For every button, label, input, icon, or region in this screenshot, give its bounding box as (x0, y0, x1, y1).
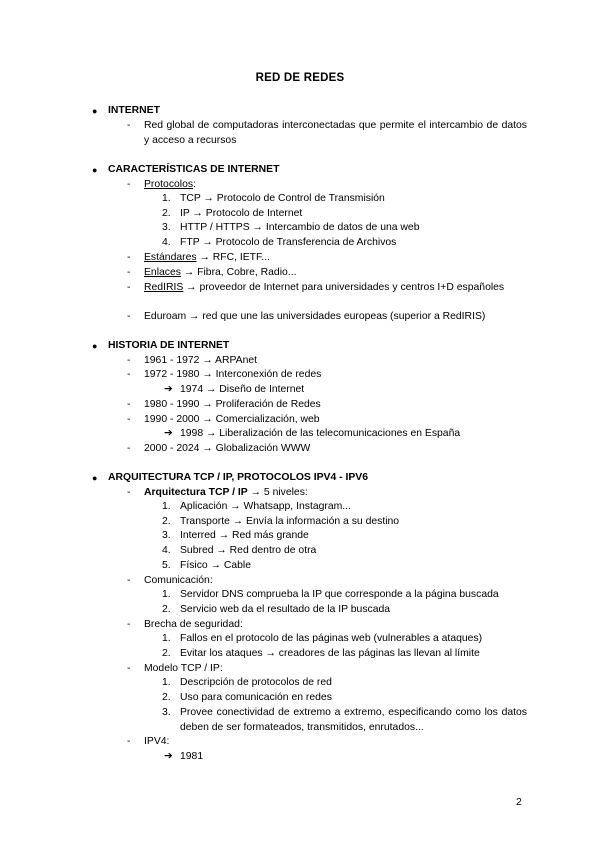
comunicacion-item: Servidor DNS comprueba la IP que corresponde a la página buscada (180, 589, 499, 600)
dash-marker: - (127, 355, 131, 366)
historia-item: 1972 - 1980 → Interconexión de redes (144, 369, 322, 380)
dash-marker: - (127, 619, 131, 630)
list-number: 2. (162, 604, 171, 615)
list-number: 3. (162, 530, 171, 541)
enlaces-text: → Fibra, Cobre, Radio... (180, 267, 297, 278)
historia-item: 1961 - 1972 → ARPAnet (144, 355, 258, 366)
page-number: 2 (516, 797, 522, 808)
comunicacion-label: Comunicación: (144, 575, 213, 586)
nivel-item: Físico → Cable (180, 560, 252, 571)
arrow-right-icon: ➔ (164, 384, 173, 395)
list-number: 1. (162, 677, 171, 688)
historia-item: 1990 - 2000 → Comercialización, web (144, 414, 320, 425)
ipv4-label: IPV4: (144, 736, 170, 747)
arquitectura-text: → 5 niveles: (247, 487, 308, 498)
list-number: 2. (162, 516, 171, 527)
list-number: 4. (162, 545, 171, 556)
dash-marker: - (127, 369, 131, 380)
estandares-item (144, 251, 270, 265)
list-number: 1. (162, 501, 171, 512)
nivel-item: Transporte → Envía la información a su destino (180, 516, 400, 527)
list-number: 1. (162, 193, 171, 204)
list-number: 4. (162, 237, 171, 248)
bullet-icon: ● (92, 106, 98, 116)
historia-item: 2000 - 2024 → Globalización WWW (144, 443, 311, 454)
enlaces-item (144, 266, 296, 280)
dash-marker: - (127, 311, 131, 322)
brecha-item: Evitar los ataques → creadores de las páginas las llevan al límite (180, 648, 480, 659)
modelo-item: Uso para comunicación en redes (180, 692, 332, 703)
section-heading-arquitectura: ARQUITECTURA TCP / IP, PROTOCOLOS IPV4 - IPV6 (108, 472, 369, 483)
list-number: 2. (162, 692, 171, 703)
dash-marker: - (127, 663, 131, 674)
dash-marker: - (127, 487, 131, 498)
dash-marker: - (127, 120, 131, 131)
nivel-item: Interred → Red más grande (180, 530, 309, 541)
list-number: 2. (162, 648, 171, 659)
list-number: 5. (162, 560, 171, 571)
arquitectura-item (144, 486, 308, 500)
dash-marker: - (127, 252, 131, 263)
modelo-label: Modelo TCP / IP: (144, 663, 223, 674)
enlaces-label: Enlaces (144, 267, 181, 278)
section-heading-internet: INTERNET (108, 105, 160, 116)
brecha-item: Fallos en el protocolo de las páginas web (vulnerables a ataques) (180, 633, 483, 644)
protocolo-item: IP → Protocolo de Internet (180, 208, 303, 219)
internet-description: Red global de computadoras interconectadas que permite el intercambio de datos y acceso a recursos (144, 120, 527, 146)
historia-subitem: 1974 → Diseño de Internet (180, 384, 305, 395)
comunicacion-item: Servicio web da el resultado de la IP buscada (180, 604, 391, 615)
section-heading-historia: HISTORIA DE INTERNET (108, 340, 230, 351)
eduroam-item: Eduroam → red que une las universidades europeas (superior a RedIRIS) (144, 311, 486, 322)
rediris-item (144, 280, 527, 295)
historia-item: 1980 - 1990 → Proliferación de Redes (144, 399, 321, 410)
dash-marker: - (127, 179, 131, 190)
list-number: 1. (162, 633, 171, 644)
estandares-label: Estándares (144, 252, 197, 263)
dash-marker: - (127, 443, 131, 454)
nivel-item: Subred → Red dentro de otra (180, 545, 317, 556)
dash-marker: - (127, 399, 131, 410)
historia-subitem: 1998 → Liberalización de las telecomunicaciones en España (180, 428, 461, 439)
list-number: 3. (162, 222, 171, 233)
brecha-label: Brecha de seguridad: (144, 619, 243, 630)
modelo-item: Provee conectividad de extremo a extremo, especificando como los datos deben de ser formateados, transmitidos, enrutados... (180, 707, 527, 733)
dash-marker: - (127, 736, 131, 747)
bullet-icon: ● (92, 473, 98, 483)
dash-marker: - (127, 414, 131, 425)
protocolo-item: FTP → Protocolo de Transferencia de Archivos (180, 237, 397, 248)
dash-marker: - (127, 575, 131, 586)
protocolo-item: HTTP / HTTPS → Intercambio de datos de una web (180, 222, 420, 233)
estandares-text: → RFC, IETF... (196, 252, 270, 263)
rediris-label: RedIRIS (144, 282, 184, 293)
nivel-item: Aplicación → Whatsapp, Instagram... (180, 501, 351, 512)
protocolos-colon: : (193, 179, 196, 190)
modelo-item: Descripción de protocolos de red (180, 677, 332, 688)
protocolos-label: Protocolos (144, 179, 194, 190)
ipv4-year: 1981 (180, 751, 204, 762)
protocolos-item (144, 178, 196, 192)
dash-marker: - (127, 282, 131, 293)
page-title: RED DE REDES (255, 72, 345, 84)
arrow-right-icon: ➔ (164, 428, 173, 439)
list-number: 1. (162, 589, 171, 600)
protocolo-item: TCP → Protocolo de Control de Transmisión (180, 193, 385, 204)
arquitectura-label: Arquitectura TCP / IP (144, 487, 248, 498)
rediris-text: → proveedor de Internet para universidades y centros I+D españoles (183, 282, 505, 293)
bullet-icon: ● (92, 165, 98, 175)
dash-marker: - (127, 267, 131, 278)
arrow-right-icon: ➔ (164, 751, 173, 762)
bullet-icon: ● (92, 341, 98, 351)
list-number: 2. (162, 208, 171, 219)
list-number: 3. (162, 707, 171, 718)
section-heading-caracteristicas: CARACTERÍSTICAS DE INTERNET (108, 164, 280, 175)
